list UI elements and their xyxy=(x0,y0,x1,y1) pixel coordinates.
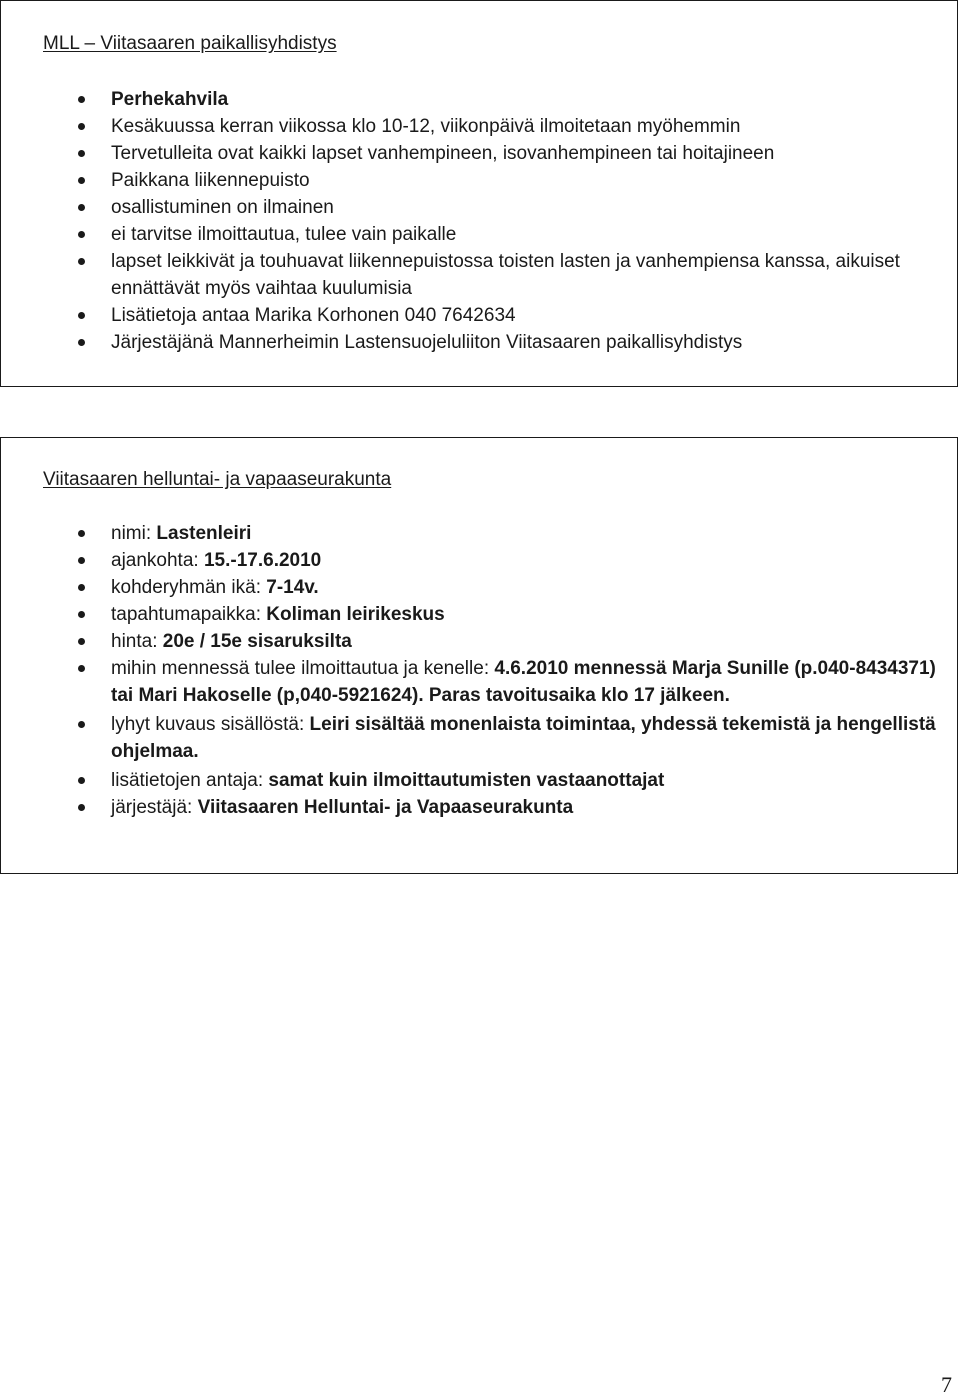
item-value: 15.-17.6.2010 xyxy=(203,550,322,571)
bullet-icon xyxy=(78,530,85,537)
bullet-icon xyxy=(78,557,85,564)
bullet-icon xyxy=(78,312,85,319)
mll-section-title: MLL – Viitasaaren paikallisyhdistys xyxy=(43,33,337,54)
bullet-icon xyxy=(78,638,85,645)
item-value: Lastenleiri xyxy=(156,523,252,544)
bullet-icon xyxy=(78,339,85,346)
item-value: Koliman leirikeskus xyxy=(266,604,445,625)
list-item xyxy=(1,601,957,628)
list-item xyxy=(1,628,957,655)
bullet-icon xyxy=(78,611,85,618)
list-item: Tervetulleita ovat kaikki lapset vanhempineen, isovanhempineen tai hoitajineen xyxy=(1,140,957,167)
item-value: samat kuin ilmoittautumisten vastaanottajat xyxy=(268,770,665,791)
mll-section xyxy=(0,0,958,387)
list-item xyxy=(1,520,957,547)
item-value: 20e / 15e sisaruksilta xyxy=(162,631,352,652)
church-section xyxy=(0,437,958,874)
bullet-icon xyxy=(78,231,85,238)
bullet-icon xyxy=(78,150,85,157)
list-item: Lisätietoja antaa Marika Korhonen 040 7642634 xyxy=(1,302,957,329)
bullet-icon xyxy=(78,177,85,184)
church-section-list xyxy=(1,520,957,821)
bullet-icon xyxy=(78,204,85,211)
church-section-title: Viitasaaren helluntai- ja vapaaseurakunta xyxy=(43,469,392,490)
bullet-icon xyxy=(78,665,85,672)
item-value: 7-14v. xyxy=(266,577,319,598)
list-item xyxy=(1,711,957,765)
list-item xyxy=(1,794,957,821)
bullet-icon xyxy=(78,96,85,103)
list-item: osallistuminen on ilmainen xyxy=(1,194,957,221)
list-item xyxy=(1,767,957,794)
bullet-icon xyxy=(78,777,85,784)
bullet-icon xyxy=(78,804,85,811)
list-item: Kesäkuussa kerran viikossa klo 10-12, viikonpäivä ilmoitetaan myöhemmin xyxy=(1,113,957,140)
item-value: 4.6.2010 mennessä Marja Sunille (p.040-8434371) tai Mari Hakoselle (p,040-5921624). Paras tavoitusaika klo 17 jälkeen. xyxy=(111,658,936,706)
bullet-icon xyxy=(78,123,85,130)
list-item: Paikkana liikennepuisto xyxy=(1,167,957,194)
list-item xyxy=(1,574,957,601)
list-item xyxy=(1,86,957,113)
item-label: järjestäjä: xyxy=(111,797,198,818)
item-label: lisätietojen antaja: xyxy=(111,770,269,791)
list-item: ei tarvitse ilmoittautua, tulee vain paikalle xyxy=(1,221,957,248)
bullet-icon xyxy=(78,584,85,591)
item-label: mihin mennessä tulee ilmoittautua ja kenelle: xyxy=(111,658,495,679)
mll-heading: Perhekahvila xyxy=(111,89,229,110)
list-item xyxy=(1,655,957,709)
item-label: kohderyhmän ikä: xyxy=(111,577,267,598)
item-value: Viitasaaren Helluntai- ja Vapaaseurakunta xyxy=(197,797,574,818)
page-number: 7 xyxy=(941,1372,952,1397)
item-label: lyhyt kuvaus sisällöstä: xyxy=(111,714,310,735)
mll-section-list xyxy=(1,86,957,356)
list-item xyxy=(1,547,957,574)
item-label: tapahtumapaikka: xyxy=(111,604,267,625)
list-item: lapset leikkivät ja touhuavat liikennepuistossa toisten lasten ja vanhempiensa kanssa, aikuiset ennättävät myös vaihtaa kuulumisia xyxy=(1,248,957,302)
item-value: Leiri sisältää monenlaista toimintaa, yhdessä tekemistä ja hengellistä ohjelmaa. xyxy=(111,714,936,762)
item-label: ajankohta: xyxy=(111,550,204,571)
item-label: nimi: xyxy=(111,523,157,544)
item-label: hinta: xyxy=(111,631,163,652)
bullet-icon xyxy=(78,258,85,265)
bullet-icon xyxy=(78,721,85,728)
list-item: Järjestäjänä Mannerheimin Lastensuojeluliiton Viitasaaren paikallisyhdistys xyxy=(1,329,957,356)
